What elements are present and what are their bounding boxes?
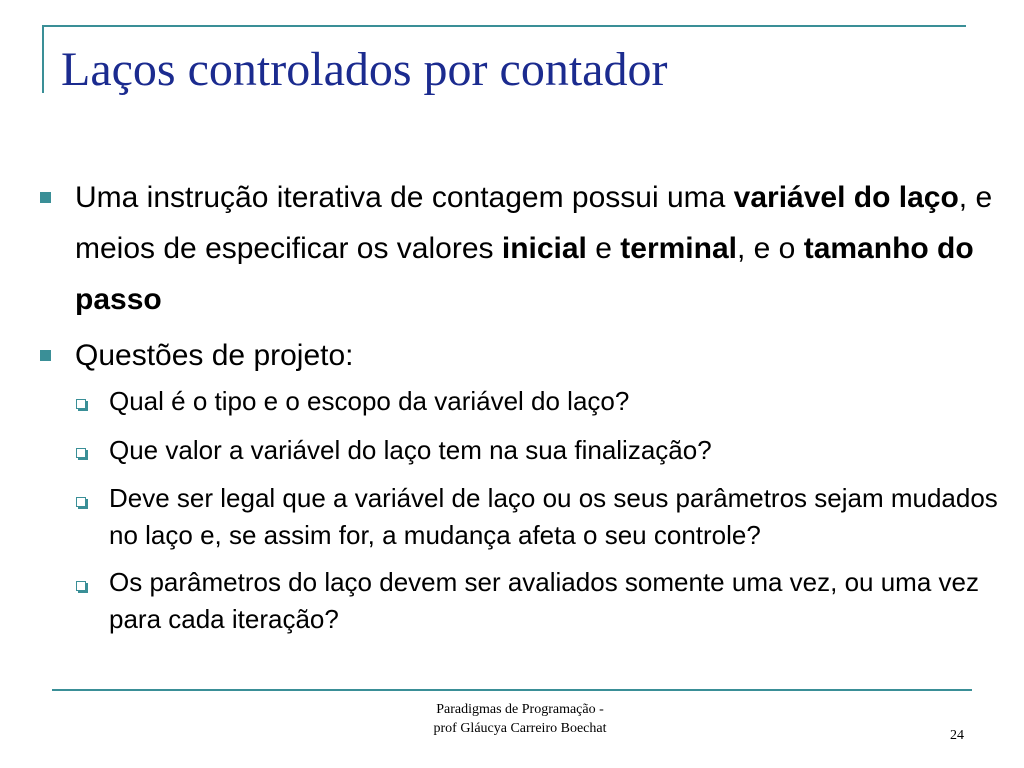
bullet-text-segment: e — [586, 232, 621, 265]
hollow-square-bullet-icon — [76, 581, 86, 591]
sub-bullet-text: Os parâmetros do laço devem ser avaliados somente uma vez, ou uma vez para cada iteração? — [109, 567, 979, 634]
sub-bullet-question-2 — [76, 431, 1000, 470]
sub-bullet-text: Qual é o tipo e o escopo da variável do laço? — [109, 386, 630, 416]
bold-term-terminal: terminal — [620, 232, 737, 265]
bullet-counter-loop-definition — [40, 172, 1000, 325]
sub-bullet-question-1 — [76, 382, 1000, 421]
bullet-design-questions — [40, 330, 1000, 381]
bullet-text-segment: , e o — [736, 232, 804, 265]
filled-square-bullet-icon — [40, 350, 51, 361]
frame-top-line — [42, 25, 966, 27]
sub-bullet-question-4 — [76, 564, 1000, 638]
sub-bullet-question-3 — [76, 480, 1000, 554]
hollow-square-bullet-icon — [76, 448, 86, 458]
bold-term-initial: inicial — [501, 232, 587, 265]
hollow-square-bullet-icon — [76, 497, 86, 507]
footer-course-name: Paradigmas de Programação - — [436, 702, 604, 717]
bold-term-loop-variable: variável do laço — [733, 181, 959, 214]
bold-term-step-size: tamanho do passo — [75, 232, 974, 316]
design-questions-list — [76, 382, 1000, 638]
bullet-text: Questões de projeto: — [75, 339, 354, 372]
bullet-text-segment: , e meios de especificar os valores — [75, 181, 993, 265]
slide-title: Laços controlados por contador — [61, 43, 668, 96]
page-number: 24 — [950, 728, 964, 743]
footer-divider-line — [52, 689, 972, 691]
filled-square-bullet-icon — [40, 192, 51, 203]
hollow-square-bullet-icon — [76, 399, 86, 409]
frame-left-line — [42, 25, 44, 93]
sub-bullet-text: Deve ser legal que a variável de laço ou os seus parâmetros sejam mudados no laço e, se assim for, a mudança afeta o seu controle? — [109, 483, 998, 550]
slide-footer — [370, 700, 670, 738]
bullet-text-segment: Uma instrução iterativa de contagem possui uma — [75, 181, 734, 214]
footer-professor-name: prof Gláucya Carreiro Boechat — [433, 721, 607, 736]
sub-bullet-text: Que valor a variável do laço tem na sua finalização? — [109, 435, 712, 465]
slide-content — [40, 172, 1000, 648]
